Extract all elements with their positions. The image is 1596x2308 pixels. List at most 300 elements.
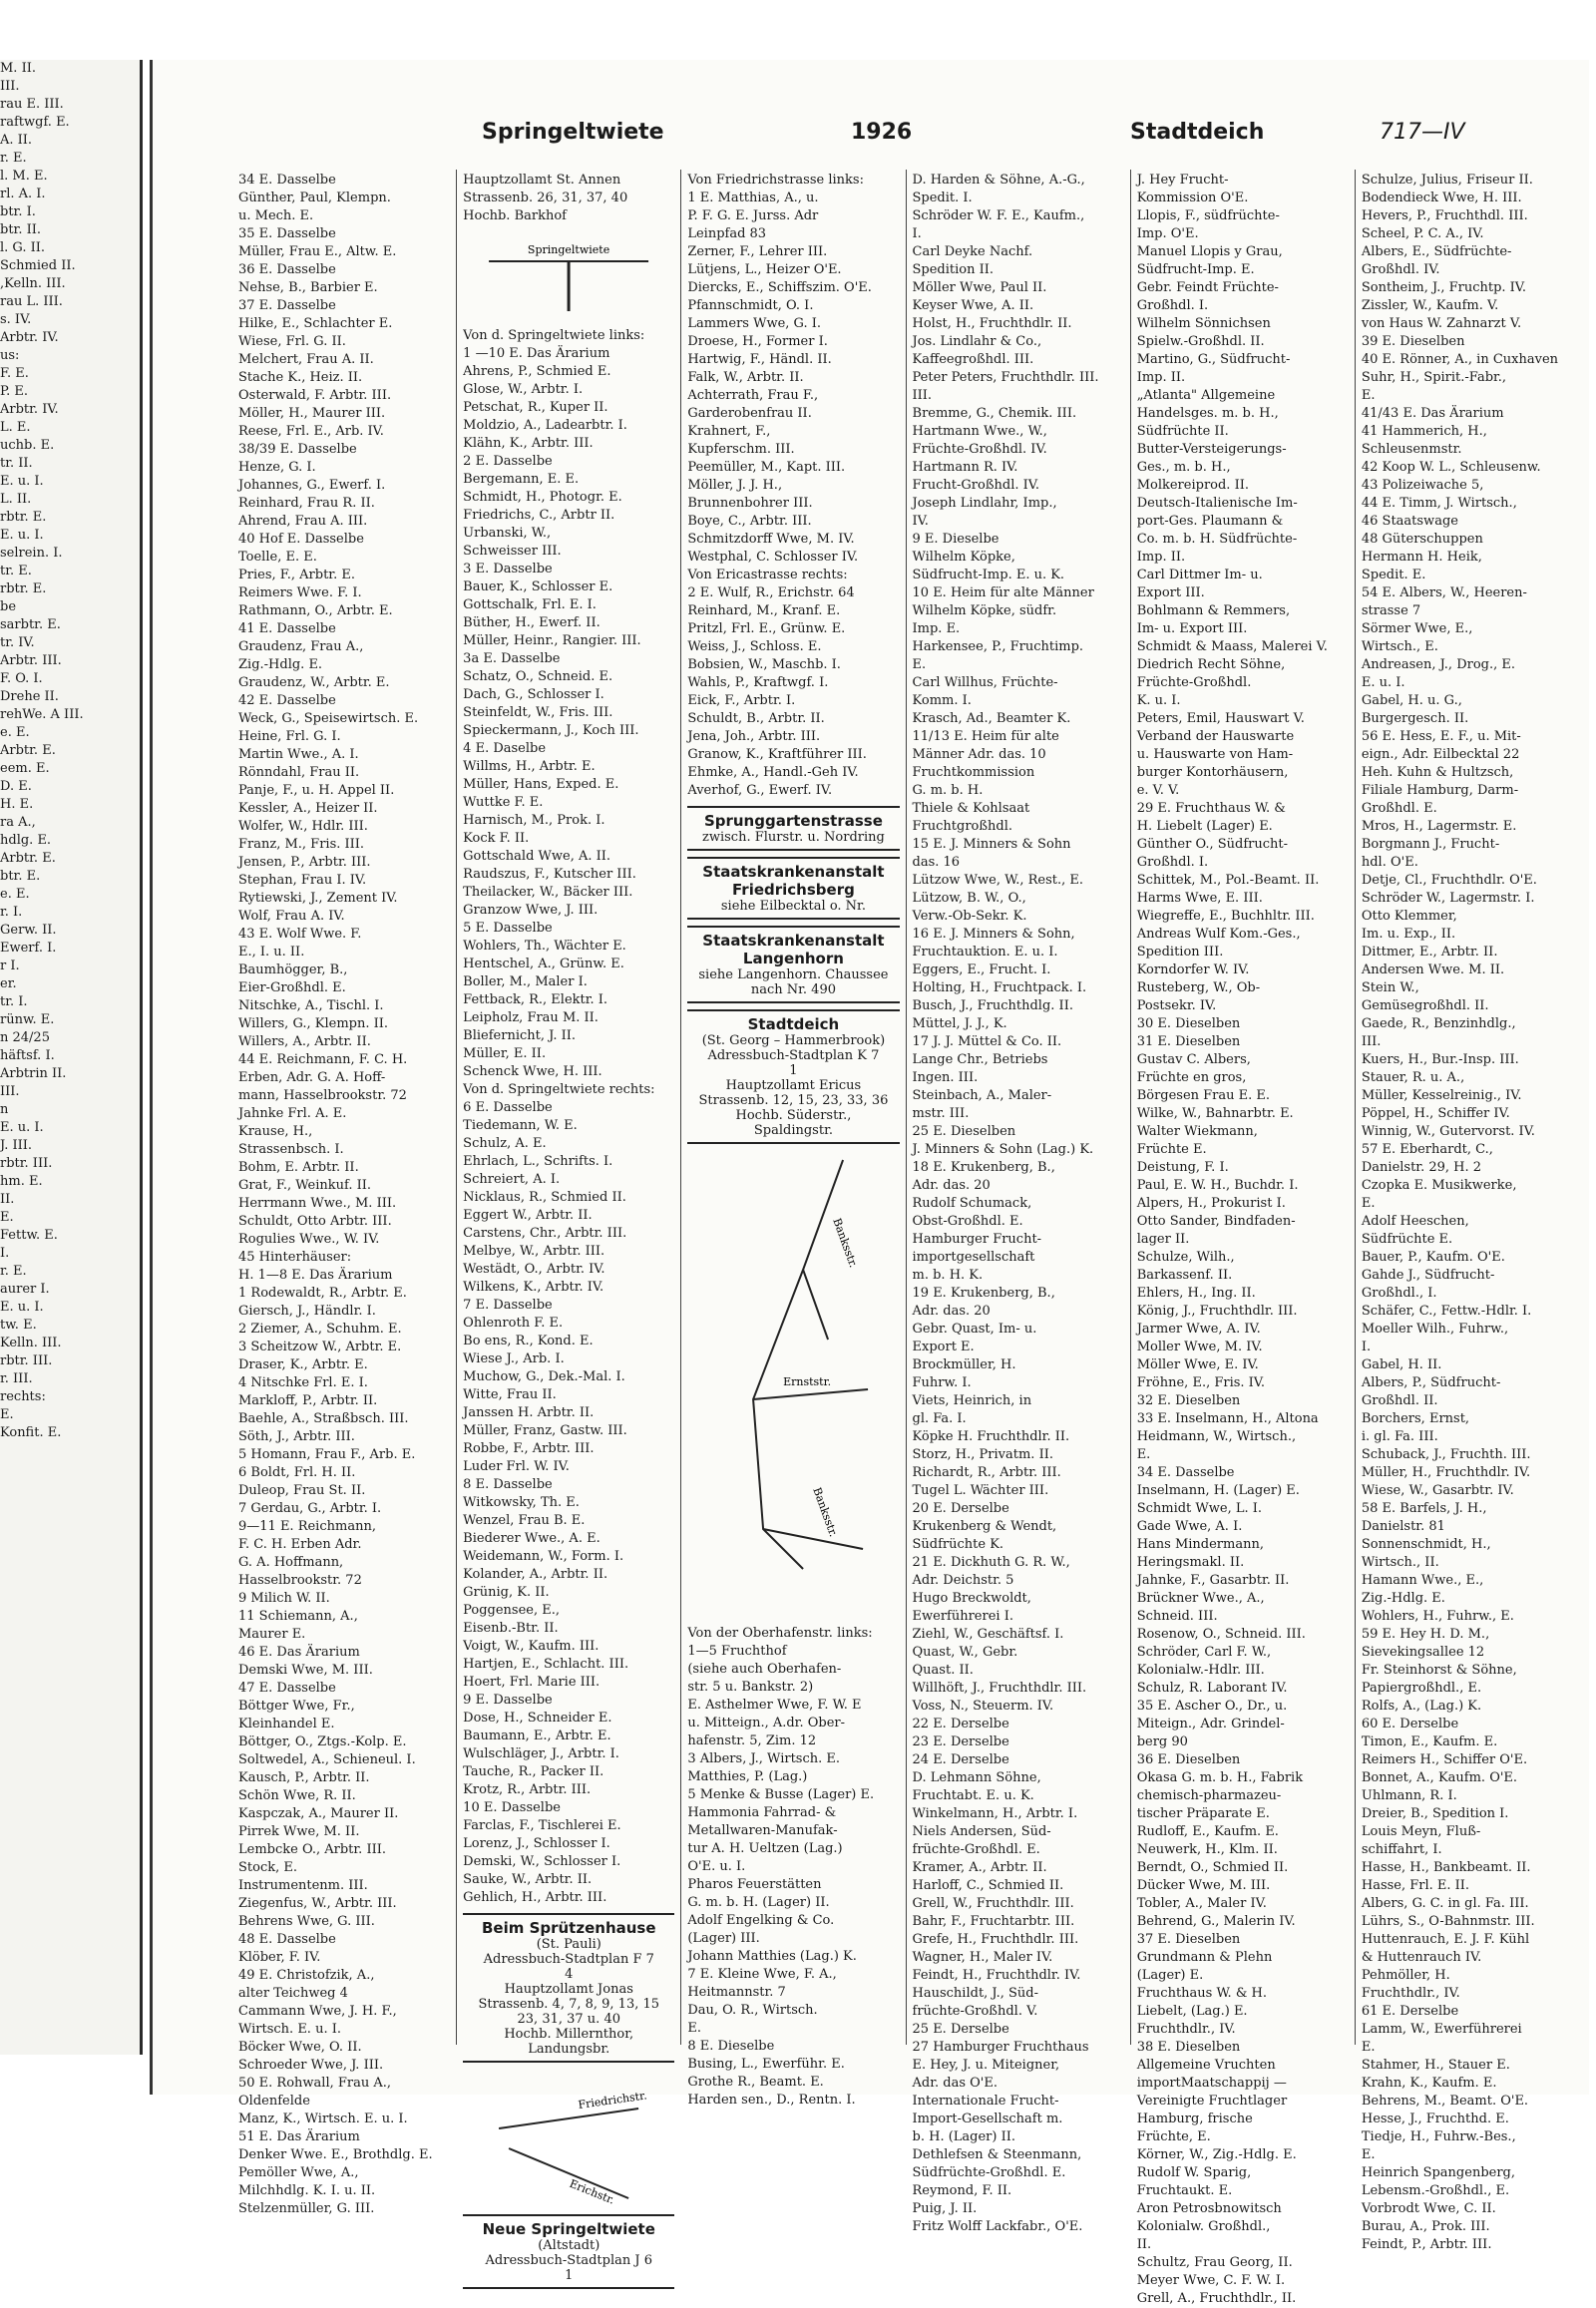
directory-entry: Wulschläger, J., Arbtr. I. xyxy=(463,1746,619,1761)
directory-entry: Meyer Wwe, C. F. W. I. xyxy=(1136,2273,1286,2288)
directory-entry: Gehlich, H., Arbtr. III. xyxy=(463,1890,607,1905)
directory-entry: Imp. E. xyxy=(912,621,961,636)
directory-entry: strasse 7 xyxy=(1361,603,1421,618)
adjacent-page-fragment: r. III. xyxy=(0,1371,33,1386)
directory-entry: Kessler, A., Heizer II. xyxy=(238,801,378,816)
directory-entry: Carl Willhus, Früchte- xyxy=(912,675,1058,690)
directory-entry: importgesellschaft xyxy=(912,1250,1035,1265)
directory-entry: Wiese, W., Gasarbtr. IV. xyxy=(1361,1483,1514,1498)
section-stadtdeich xyxy=(687,1009,899,1144)
directory-entry: 9 E. Dasselbe xyxy=(463,1693,553,1708)
directory-entry: Lamm, W., Ewerführerei xyxy=(1361,2022,1522,2037)
directory-entry: Verband der Hauswarte xyxy=(1136,729,1295,744)
directory-entry: Wahls, P., Kraftwgf. I. xyxy=(687,675,829,690)
directory-entry: 11/13 E. Heim für alte xyxy=(912,729,1059,744)
directory-entry: Theilacker, W., Bäcker III. xyxy=(463,885,633,900)
adjacent-page-fragment: E. u. I. xyxy=(0,1120,44,1135)
directory-entry: K. u. I. xyxy=(1136,693,1181,708)
directory-entry: Tauche, R., Packer II. xyxy=(463,1764,604,1779)
directory-entry: Hans Mindermann, xyxy=(1136,1537,1264,1552)
directory-entry: früchte-Großhdl. V. xyxy=(912,2004,1038,2019)
section-line: Hochb. Millernthor, xyxy=(504,2027,634,2042)
directory-entry: Peters, Emil, Hauswart V. xyxy=(1136,711,1305,726)
directory-entry: Köpke H. Fruchthdlr. II. xyxy=(912,1429,1070,1444)
section-line: 1 xyxy=(789,1063,798,1078)
adjacent-page-fragment: Gerw. II. xyxy=(0,923,57,938)
directory-entry: Czopka E. Musikwerke, xyxy=(1361,1178,1517,1193)
directory-entry: Wilke, W., Bahnarbtr. E. xyxy=(1136,1106,1294,1121)
directory-entry: Schroeder Wwe, J. III. xyxy=(238,2058,384,2073)
directory-entry: Schön Wwe, R. II. xyxy=(238,1788,356,1803)
directory-entry: Wilkens, K., Arbtr. IV. xyxy=(463,1280,604,1295)
directory-entry: Schulze, Julius, Friseur II. xyxy=(1361,173,1533,188)
directory-entry: Pries, F., Arbtr. E. xyxy=(238,568,355,582)
map-label: Erichstr. xyxy=(568,2176,617,2207)
directory-entry: Burgergesch. II. xyxy=(1361,711,1469,726)
directory-entry: Müller, Heinr., Rangier. III. xyxy=(463,633,641,648)
directory-entry: Verw.-Ob-Sekr. K. xyxy=(912,909,1027,924)
directory-entry: Harms Wwe, E. III. xyxy=(1136,891,1263,906)
directory-entry: Manuel Llopis y Grau, xyxy=(1136,244,1283,259)
directory-entry: 9—11 E. Reichmann, xyxy=(238,1519,376,1534)
directory-entry: Busch, J., Fruchthdlg. II. xyxy=(912,998,1073,1013)
directory-entry: Willms, H., Arbtr. E. xyxy=(463,759,596,774)
directory-entry: Im- u. Export III. xyxy=(1136,621,1248,636)
directory-entry: Wirtsch., II. xyxy=(1361,1555,1439,1570)
directory-entry: Imp. O'E. xyxy=(1136,226,1199,241)
adjacent-page-fragment: rechts: xyxy=(0,1389,46,1404)
directory-entry: 29 E. Fruchthaus W. & xyxy=(1136,801,1286,816)
adjacent-page-fragment: I. xyxy=(0,1246,10,1261)
directory-entry: Okasa G. m. b. H., Fabrik xyxy=(1136,1770,1304,1785)
directory-entry: Inselmann, H. (Lager) E. xyxy=(1136,1483,1300,1498)
directory-entry: 46 E. Das Ärarium xyxy=(238,1645,360,1660)
adjacent-page-fragment: Kelln. III. xyxy=(0,1336,62,1350)
directory-entry: lager II. xyxy=(1136,1232,1190,1247)
directory-entry: Harden sen., D., Rentn. I. xyxy=(687,2093,856,2108)
year-heading: 1926 xyxy=(851,120,913,145)
directory-entry: G. m. b. H. (Lager) II. xyxy=(687,1895,830,1910)
directory-entry: Stelzenmüller, G. III. xyxy=(238,2201,375,2216)
adjacent-page-fragment: E. u. I. xyxy=(0,474,44,489)
directory-entry: i. gl. Fa. III. xyxy=(1361,1429,1438,1444)
directory-entry: Komm. I. xyxy=(912,693,972,708)
directory-entry: Glose, W., Arbtr. I. xyxy=(463,382,584,397)
directory-entry: Ziegenfus, W., Arbtr. III. xyxy=(238,1896,397,1911)
directory-entry: 7 E. Kleine Wwe, F. A., xyxy=(687,1967,837,1982)
directory-entry: Rusteberg, W., Ob- xyxy=(1136,980,1261,995)
directory-entry: Ges., m. b. H., xyxy=(1136,460,1231,475)
adjacent-page-fragment: n xyxy=(0,1102,9,1117)
directory-entry: Bonnet, A., Kaufm. O'E. xyxy=(1361,1770,1518,1785)
directory-entry: Eggert W., Arbtr. II. xyxy=(463,1208,593,1223)
directory-entry: Danielstr. 81 xyxy=(1361,1519,1445,1534)
directory-entry: Henze, G. I. xyxy=(238,460,316,475)
directory-entry: Müller, Frau E., Altw. E. xyxy=(238,244,397,259)
directory-entry: Burau, A., Prok. III. xyxy=(1361,2219,1490,2234)
directory-entry: Kolander, A., Arbtr. II. xyxy=(463,1567,608,1582)
directory-entry: 40 Hof E. Dasselbe xyxy=(238,532,364,547)
directory-entry: Schuback, J., Fruchth. III. xyxy=(1361,1447,1531,1462)
directory-entry: burger Kontorhäusern, xyxy=(1136,765,1289,780)
directory-entry: 49 E. Christofzik, A., xyxy=(238,1968,375,1983)
directory-entry: Pöppel, H., Schiffer IV. xyxy=(1361,1106,1510,1121)
directory-entry: 1 —10 E. Das Ärarium xyxy=(463,346,610,361)
directory-entry: Zig.-Hdlg. E. xyxy=(238,657,323,672)
adjacent-page-fragment: tw. E. xyxy=(0,1318,37,1333)
directory-entry: Raudszus, F., Kutscher III. xyxy=(463,867,636,882)
directory-entry: Westädt, O., Arbtr. IV. xyxy=(463,1262,605,1277)
directory-entry: Fruchtauktion. E. u. I. xyxy=(912,945,1058,960)
directory-entry: Johannes, G., Ewerf. I. xyxy=(238,478,386,493)
directory-entry: Schulz, R. Laborant IV. xyxy=(1136,1681,1288,1696)
directory-entry: 32 E. Dieselben xyxy=(1136,1393,1241,1408)
directory-entry: J. Minners & Sohn (Lag.) K. xyxy=(912,1142,1094,1157)
directory-entry: Leinpfad 83 xyxy=(687,226,767,241)
directory-entry: Paul, E. W. H., Buchdr. I. xyxy=(1136,1178,1299,1193)
adjacent-page-fragment: e. E. xyxy=(0,725,30,740)
directory-entry: Südfrüchte K. xyxy=(912,1537,1004,1552)
directory-entry: G. A. Hoffmann, xyxy=(238,1555,344,1570)
directory-entry: 61 E. Derselbe xyxy=(1361,2004,1459,2019)
adjacent-page-fragment: Schmied II. xyxy=(0,258,76,273)
directory-entry: 36 E. Dieselben xyxy=(1136,1752,1241,1767)
adjacent-page-fragment: E. xyxy=(0,1210,14,1225)
directory-entry: Müller, Kesselreinig., IV. xyxy=(1361,1088,1522,1103)
section-line: 1 xyxy=(565,2268,574,2283)
section-beim-spruetzenhause xyxy=(463,1913,674,2063)
directory-entry: hdl. O'E. xyxy=(1361,855,1418,870)
section-line: Spaldingstr. xyxy=(753,1123,833,1138)
directory-entry: Filiale Hamburg, Darm- xyxy=(1361,783,1519,798)
directory-entry: Schröder, Carl F. W., xyxy=(1136,1645,1272,1660)
directory-entry: Soltwedel, A., Schieneul. I. xyxy=(238,1752,416,1767)
directory-entry: Schuldt, B., Arbtr. II. xyxy=(687,711,825,726)
directory-entry: Dücker Wwe, M. III. xyxy=(1136,1878,1271,1893)
directory-entry: Wilhelm Köpke, südfr. xyxy=(912,603,1057,618)
directory-entry: 11 Schiemann, A., xyxy=(238,1609,358,1624)
directory-entry: Hartmann Wwe., W., xyxy=(912,424,1047,439)
directory-entry: 10 E. Dasselbe xyxy=(463,1800,561,1815)
directory-entry: 43 Polizeiwache 5, xyxy=(1361,478,1484,493)
adjacent-page-fragment: E. xyxy=(0,1407,14,1422)
directory-entry: 57 E. Eberhardt, C., xyxy=(1361,1142,1493,1157)
directory-entry: Wirtsch. E. u. I. xyxy=(238,2022,341,2037)
directory-entry: Wohlers, H., Fuhrw., E. xyxy=(1361,1609,1514,1624)
adjacent-page-fragment: D. E. xyxy=(0,779,32,794)
directory-entry: 9 E. Dieselbe xyxy=(912,532,999,547)
adjacent-page-fragment: Arbtr. IV. xyxy=(0,402,59,417)
directory-entry: Hartjen, E., Schlacht. III. xyxy=(463,1657,629,1672)
directory-entry: Danielstr. 29, H. 2 xyxy=(1361,1160,1482,1175)
directory-entry: Andreasen, J., Drog., E. xyxy=(1361,657,1516,672)
column-4 xyxy=(907,170,1131,2234)
directory-entry: 38 E. Dieselben xyxy=(1136,2040,1241,2055)
adjacent-page-fragment: be xyxy=(0,599,17,614)
directory-entry: Andersen Wwe. M. II. xyxy=(1361,962,1505,977)
directory-entry: Gustav C. Albers, xyxy=(1136,1052,1251,1067)
directory-entry: Winkelmann, H., Arbtr. I. xyxy=(912,1806,1078,1821)
directory-entry: Südfrüchte E. xyxy=(1361,1232,1453,1247)
adjacent-page-fragment: Arbtrin II. xyxy=(0,1066,67,1081)
directory-entry: Zig.-Hdlg. E. xyxy=(1361,1591,1445,1606)
directory-entry: Achterrath, Frau F., xyxy=(687,388,819,403)
directory-entry: Kolonialw. Großhdl., xyxy=(1136,2219,1271,2234)
directory-entry: 5 Homann, Frau F., Arb. E. xyxy=(238,1447,416,1462)
directory-entry: Hesse, J., Fruchthd. E. xyxy=(1361,2112,1509,2126)
directory-entry: Martin Wwe., A. I. xyxy=(238,747,359,762)
directory-entry: Busing, L., Ewerführ. E. xyxy=(687,2057,845,2072)
directory-entry: Günther O., Südfrucht- xyxy=(1136,837,1289,852)
directory-entry: Krasch, Ad., Beamter K. xyxy=(912,711,1071,726)
directory-entry: Fruchtaukt. E. xyxy=(1136,2183,1233,2198)
directory-entry: Ohlenroth F. E. xyxy=(463,1316,564,1331)
directory-entry: Körner, W., Zig.-Hdlg. E. xyxy=(1136,2147,1297,2162)
directory-entry: Lützow Wwe, W., Rest., E. xyxy=(912,873,1084,888)
columns xyxy=(232,170,1579,2306)
directory-entry: Dose, H., Schneider E. xyxy=(463,1711,612,1726)
directory-entry: Müller, Franz, Gastw. III. xyxy=(463,1423,627,1438)
section-line: Adressbuch-Stadtplan F 7 xyxy=(483,1952,654,1967)
directory-entry: chemisch-pharmazeu- xyxy=(1136,1788,1282,1803)
directory-entry: E. Asthelmer Wwe, F. W. E xyxy=(687,1698,862,1713)
adjacent-page-fragment: tr. I. xyxy=(0,994,28,1009)
adjacent-page-fragment: aurer I. xyxy=(0,1282,50,1297)
directory-entry: Wiese J., Arb. I. xyxy=(463,1351,565,1366)
directory-entry: Südfrüchte II. xyxy=(1136,424,1229,439)
directory-entry: 3 Scheitzow W., Arbtr. E. xyxy=(238,1340,402,1354)
directory-entry: Witkowsky, Th. E. xyxy=(463,1495,580,1510)
directory-entry: 44 E. Timm, J. Wirtsch., xyxy=(1361,496,1517,511)
directory-entry: Erben, Adr. G. A. Hoff- xyxy=(238,1070,386,1085)
directory-entry: Möller Wwe, E. IV. xyxy=(1136,1357,1259,1372)
directory-entry: Milchhdlg. K. I. u. II. xyxy=(238,2183,376,2198)
directory-entry: 56 E. Hess, E. F., u. Mit- xyxy=(1361,729,1521,744)
directory-entry: Ehrlach, L., Schrifts. I. xyxy=(463,1154,613,1169)
directory-entry: 3a E. Dasselbe xyxy=(463,651,561,666)
directory-entry: Wohlers, Th., Wächter E. xyxy=(463,939,626,954)
directory-entry: H. 1—8 E. Das Ärarium xyxy=(238,1268,393,1283)
directory-entry: Lützow, B. W., O., xyxy=(912,891,1026,906)
section-staatskrankenanstalt-langenhorn xyxy=(687,926,899,1003)
directory-entry: II. xyxy=(1136,2237,1152,2252)
directory-entry: Krotz, R., Arbtr. III. xyxy=(463,1782,592,1797)
directory-entry: Petschat, R., Kuper II. xyxy=(463,400,608,415)
directory-entry: Peter Peters, Fruchthdlr. III. xyxy=(912,370,1099,385)
directory-entry: Von d. Springeltwiete rechts: xyxy=(463,1082,655,1097)
directory-entry: 42 E. Dasselbe xyxy=(238,693,336,708)
adjacent-page-fragment: Arbtr. E. xyxy=(0,851,56,866)
directory-entry: Pemöller Wwe, A., xyxy=(238,2165,359,2180)
directory-entry: 43 E. Wolf Wwe. F. xyxy=(238,927,362,942)
directory-entry: 51 E. Das Ärarium xyxy=(238,2129,360,2144)
directory-entry: Dau, O. R., Wirtsch. xyxy=(687,2003,818,2018)
directory-entry: Friedrichs, C., Arbtr II. xyxy=(463,508,615,523)
directory-entry: O'E. u. I. xyxy=(687,1859,746,1874)
directory-entry: 6 E. Dasselbe xyxy=(463,1100,553,1115)
directory-entry: Adolf Engelking & Co. xyxy=(687,1913,835,1928)
directory-entry: 15 E. J. Minners & Sohn xyxy=(912,837,1071,852)
directory-entry: Gade Wwe, A. I. xyxy=(1136,1519,1243,1534)
directory-entry: 54 E. Albers, W., Heeren- xyxy=(1361,585,1527,600)
directory-entry: Stock, E. xyxy=(238,1860,298,1875)
directory-entry: Grell, A., Fruchthdlr., II. xyxy=(1136,2291,1297,2306)
directory-entry: Großhdl. I. xyxy=(1136,855,1209,870)
directory-entry: Reinhard, Frau R. II. xyxy=(238,496,375,511)
adjacent-page-fragment: häftsf. I. xyxy=(0,1048,55,1063)
directory-entry: Südfrucht-Imp. E. xyxy=(1136,262,1255,277)
directory-entry: 10 E. Heim für alte Männer xyxy=(912,585,1094,600)
directory-entry: 34 E. Dasselbe xyxy=(1136,1465,1235,1480)
directory-entry: Bauer, P., Kaufm. O'E. xyxy=(1361,1250,1505,1265)
directory-entry: Willers, A., Arbtr. II. xyxy=(238,1034,371,1049)
directory-entry: Voigt, W., Kaufm. III. xyxy=(463,1639,599,1654)
column-5 xyxy=(1131,170,1356,2306)
directory-entry: Fuhrw. I. xyxy=(912,1375,972,1390)
adjacent-page-fragment: H. E. xyxy=(0,797,34,812)
directory-entry: 18 E. Krukenberg, B., xyxy=(912,1160,1055,1175)
directory-entry: 2 E. Wulf, R., Erichstr. 64 xyxy=(687,585,855,600)
directory-entry: Carstens, Chr., Arbtr. III. xyxy=(463,1226,627,1241)
directory-entry: Müller, Hans, Exped. E. xyxy=(463,777,619,792)
directory-entry: Baumhögger, B., xyxy=(238,962,348,977)
directory-entry: Hevers, P., Fruchthdl. III. xyxy=(1361,208,1528,223)
directory-entry: Deistung, F. I. xyxy=(1136,1160,1229,1175)
directory-entry: Denker Wwe. E., Brothdlg. E. xyxy=(238,2147,433,2162)
directory-entry: Holst, H., Fruchthdlr. II. xyxy=(912,316,1072,331)
section-line: siehe Langenhorn. Chaussee xyxy=(698,967,889,982)
directory-entry: Tobler, A., Maler IV. xyxy=(1136,1896,1267,1911)
directory-entry: Bodendieck Wwe, H. III. xyxy=(1361,191,1522,205)
directory-entry: Kock F. II. xyxy=(463,831,530,846)
directory-entry: Miteign., Adr. Grindel- xyxy=(1136,1717,1285,1731)
directory-entry: Bremme, G., Chemik. III. xyxy=(912,406,1077,421)
directory-entry: Reinhard, M., Kranf. E. xyxy=(687,603,841,618)
adjacent-page-strip xyxy=(0,60,143,2055)
directory-entry: 19 E. Krukenberg, B., xyxy=(912,1286,1055,1301)
directory-entry: Adr. das O'E. xyxy=(912,2076,998,2091)
directory-entry: Krahn, K., Kaufm. E. xyxy=(1361,2076,1497,2091)
directory-entry: (Lager) III. xyxy=(687,1931,760,1946)
directory-entry: Baehle, A., Straßbsch. III. xyxy=(238,1411,409,1426)
directory-entry: Kausch, P., Arbtr. II. xyxy=(238,1770,370,1785)
directory-entry: Schulze, Wilh., xyxy=(1136,1250,1235,1265)
adjacent-page-fragment: Drehe II. xyxy=(0,689,59,704)
directory-entry: 22 E. Derselbe xyxy=(912,1717,1009,1731)
directory-entry: 39 E. Dieselben xyxy=(1361,334,1465,349)
section-line: Hauptzollamt Jonas xyxy=(504,1982,633,1997)
directory-entry: 36 E. Dasselbe xyxy=(238,262,336,277)
directory-entry: 17 J. J. Müttel & Co. II. xyxy=(912,1034,1062,1049)
directory-entry: Demski Wwe, M. III. xyxy=(238,1663,373,1678)
directory-entry: Rudloff, E., Kaufm. E. xyxy=(1136,1824,1279,1839)
directory-entry: 3 Albers, J., Wirtsch. E. xyxy=(687,1751,840,1766)
directory-entry: Hamann Wwe., E., xyxy=(1361,1573,1484,1588)
directory-entry: Gemüsegroßhdl. II. xyxy=(1361,998,1489,1013)
section-line: (St. Georg – Hammerbrook) xyxy=(701,1033,886,1048)
directory-entry: Hasse, Frl. E. II. xyxy=(1361,1878,1470,1893)
directory-entry: alter Teichweg 4 xyxy=(238,1986,348,2001)
directory-entry: Granow, K., Kraftführer III. xyxy=(687,747,867,762)
adjacent-page-fragment: F. O. I. xyxy=(0,671,43,686)
directory-entry: Joseph Lindlahr, Imp., xyxy=(912,496,1057,511)
directory-entry: 47 E. Dasselbe xyxy=(238,1681,336,1696)
directory-entry: König, J., Fruchthdlr. III. xyxy=(1136,1304,1298,1319)
directory-entry: Lütjens, L., Heizer O'E. xyxy=(687,262,842,277)
directory-entry: schiffahrt, I. xyxy=(1361,1842,1442,1857)
directory-entry: Rudolf W. Sparig, xyxy=(1136,2165,1252,2180)
directory-entry: Tiedje, H., Fuhrw.-Bes., xyxy=(1361,2129,1516,2144)
adjacent-page-fragment: Arbtr. III. xyxy=(0,653,62,668)
adjacent-page-fragment: rau L. III. xyxy=(0,294,63,309)
directory-entry: Ziehl, W., Geschäftsf. I. xyxy=(912,1627,1064,1642)
directory-entry: Cammann Wwe, J. H. F., xyxy=(238,2004,397,2019)
directory-entry: Garderobenfrau II. xyxy=(687,406,812,421)
directory-entry: Jensen, P., Arbtr. III. xyxy=(238,855,371,870)
directory-entry: Grat, F., Weinkuf. II. xyxy=(238,1178,372,1193)
directory-entry: Eisenb.-Btr. II. xyxy=(463,1621,559,1636)
directory-entry: Leipholz, Frau M. II. xyxy=(463,1010,598,1025)
adjacent-page-fragment: e. E. xyxy=(0,887,30,902)
directory-entry: Hoert, Frl. Marie III. xyxy=(463,1675,600,1690)
directory-entry: Alpers, H., Prokurist I. xyxy=(1136,1196,1286,1211)
directory-entry: Jahnke Frl. A. E. xyxy=(238,1106,347,1121)
adjacent-page-fragment: rbtr. III. xyxy=(0,1156,53,1171)
map-label: Banksstr. xyxy=(810,1485,841,1539)
directory-entry: berg 90 xyxy=(1136,1734,1188,1749)
directory-entry: Schröder W. F. E., Kaufm., xyxy=(912,208,1085,223)
directory-entry: E. u. I. xyxy=(1361,675,1405,690)
adjacent-page-fragment: L. II. xyxy=(0,492,32,507)
directory-entry: Vorbrodt Wwe, C. II. xyxy=(1361,2201,1496,2216)
directory-entry: m. b. H. K. xyxy=(912,1268,984,1283)
directory-entry: Adr. Deichstr. 5 xyxy=(912,1573,1014,1588)
directory-entry: Giersch, J., Händlr. I. xyxy=(238,1304,376,1319)
directory-entry: Reimers H., Schiffer O'E. xyxy=(1361,1752,1528,1767)
adjacent-page-fragment: uchb. E. xyxy=(0,438,55,453)
directory-entry: Wiegreffe, E., Buchhltr. III. xyxy=(1136,909,1315,924)
directory-entry: Sontheim, J., Fruchtp. IV. xyxy=(1361,280,1527,295)
directory-entry: 35 E. Dasselbe xyxy=(238,226,336,241)
adjacent-page-fragment: l. M. E. xyxy=(0,169,48,184)
directory-entry: Diercks, E., Schiffszim. O'E. xyxy=(687,280,872,295)
directory-entry: Gaede, R., Benzinhdlg., xyxy=(1361,1016,1516,1031)
directory-entry: Luder Frl. W. IV. xyxy=(463,1459,570,1474)
map-label: Banksstr. xyxy=(830,1216,861,1270)
directory-entry: Suhr, H., Spirit.-Fabr., xyxy=(1361,370,1507,385)
directory-entry: Möller Wwe, Paul II. xyxy=(912,280,1047,295)
directory-entry: Gebr. Quast, Im- u. xyxy=(912,1322,1037,1337)
adjacent-page-fragment: r. I. xyxy=(0,905,23,920)
directory-entry: Großhdl. I. xyxy=(1136,298,1209,313)
directory-entry: Behrens, M., Beamt. O'E. xyxy=(1361,2094,1529,2109)
directory-entry: E. xyxy=(912,657,927,672)
directory-entry: Sonnenschmidt, H., xyxy=(1361,1537,1491,1552)
directory-entry: Albers, P., Südfrucht- xyxy=(1361,1375,1501,1390)
directory-entry: Toelle, E. E. xyxy=(238,550,317,565)
directory-entry: Weiss, J., Schloss. E. xyxy=(687,639,822,654)
directory-entry: Möller, H., Maurer III. xyxy=(238,406,386,421)
directory-entry: 6 Boldt, Frl. H. II. xyxy=(238,1465,356,1480)
directory-entry: Früchte E. xyxy=(1136,1142,1207,1157)
directory-entry: Müller, E. II. xyxy=(463,1046,547,1061)
directory-entry: 25 E. Derselbe xyxy=(912,2022,1009,2037)
directory-entry: tischer Präparate E. xyxy=(1136,1806,1270,1821)
directory-entry: E. xyxy=(1361,1196,1376,1211)
directory-entry: Demski, W., Schlosser I. xyxy=(463,1854,621,1869)
directory-entry: Grünig, K. II. xyxy=(463,1585,550,1600)
directory-entry: tur A. H. Ueltzen (Lag.) xyxy=(687,1841,843,1856)
